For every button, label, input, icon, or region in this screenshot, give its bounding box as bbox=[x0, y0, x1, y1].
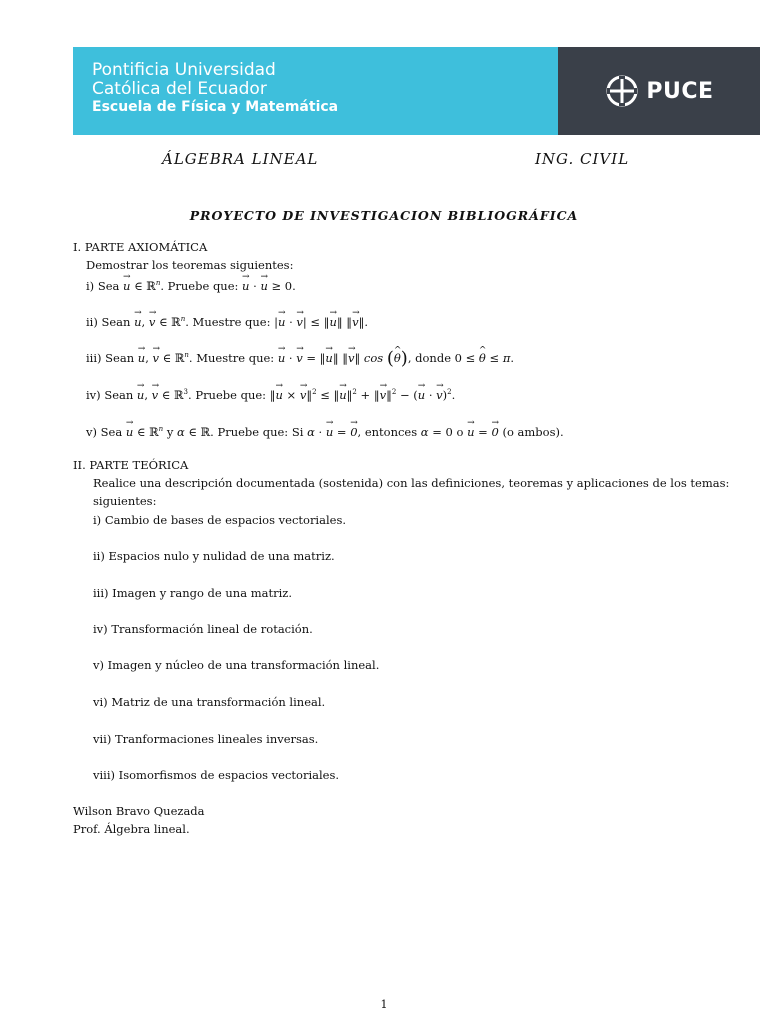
school-name: Escuela de Física y Matemática bbox=[92, 99, 339, 115]
topic-item: vi) Matriz de una transformación lineal. bbox=[93, 695, 326, 709]
section1-heading: I. PARTE AXIOMÁTICA bbox=[73, 240, 208, 254]
topic-item: viii) Isomorfismos de espacios vectoriales. bbox=[93, 768, 340, 782]
section2-intro-line2: siguientes: bbox=[93, 494, 157, 508]
header-banner bbox=[73, 47, 760, 135]
theorem-iv: iv) Sean → u, → v ∈ ℝ$^3$. Pruebe que: ‖→ u × → v‖$^2$ ≤ ‖→ u‖$^2$ + ‖→ v‖$^2$ − (→ u · → v)$^2$. bbox=[86, 385, 455, 403]
section2-intro-line1: Realice una descripción documentada (sostenida) con las definiciones, teoremas y aplicaciones de los temas: bbox=[93, 476, 730, 490]
topic-item: ii) Espacios nulo y nulidad de una matriz. bbox=[93, 549, 335, 563]
course-subject: ÁLGEBRA LINEAL bbox=[162, 150, 319, 168]
signature-role: Prof. Álgebra lineal. bbox=[73, 822, 190, 836]
university-name-line2: Católica del Ecuador bbox=[92, 79, 267, 99]
theorem-iii: iii) Sean → u, → v ∈ ℝ$^n$. Muestre que: → u · → v = ‖→ u‖ ‖→ v‖ cos (^ θ), donde 0 ≤ ^ θ ≤ π. bbox=[86, 348, 514, 366]
topic-item: iii) Imagen y rango de una matriz. bbox=[93, 586, 292, 600]
topic-item: i) Cambio de bases de espacios vectoriales. bbox=[93, 513, 347, 527]
puce-logo bbox=[558, 47, 760, 135]
logo-text: PUCE bbox=[646, 78, 714, 104]
page-number: 1 bbox=[380, 998, 388, 1011]
course-program: ING. CIVIL bbox=[535, 150, 630, 168]
topic-item: vii) Tranformaciones lineales inversas. bbox=[93, 732, 319, 746]
section2-heading: II. PARTE TEÓRICA bbox=[73, 458, 189, 472]
university-name-line1: Pontificia Universidad bbox=[92, 60, 276, 80]
cross-emblem-icon bbox=[604, 73, 640, 109]
section1-intro: Demostrar los teoremas siguientes: bbox=[86, 258, 294, 272]
theorem-i: i) Sea → u ∈ ℝ$^n$. Pruebe que: → u · → u ≥ 0. bbox=[86, 276, 296, 294]
theorem-ii: ii) Sean → u, → v ∈ ℝ$^n$. Muestre que: |→ u · → v| ≤ ‖→ u‖ ‖→ v‖. bbox=[86, 312, 368, 330]
theorem-v: v) Sea → u ∈ ℝ$^n$ y α ∈ ℝ. Pruebe que: Si α · → u = → 0, entonces α = 0 o → u = → 0 (o ambos). bbox=[86, 422, 564, 440]
project-title: PROYECTO DE INVESTIGACION BIBLIOGRÁFICA bbox=[189, 208, 579, 223]
topic-item: iv) Transformación lineal de rotación. bbox=[93, 622, 313, 636]
university-block bbox=[73, 47, 558, 135]
topic-item: v) Imagen y núcleo de una transformación lineal. bbox=[93, 658, 380, 672]
signature-name: Wilson Bravo Quezada bbox=[73, 804, 205, 818]
